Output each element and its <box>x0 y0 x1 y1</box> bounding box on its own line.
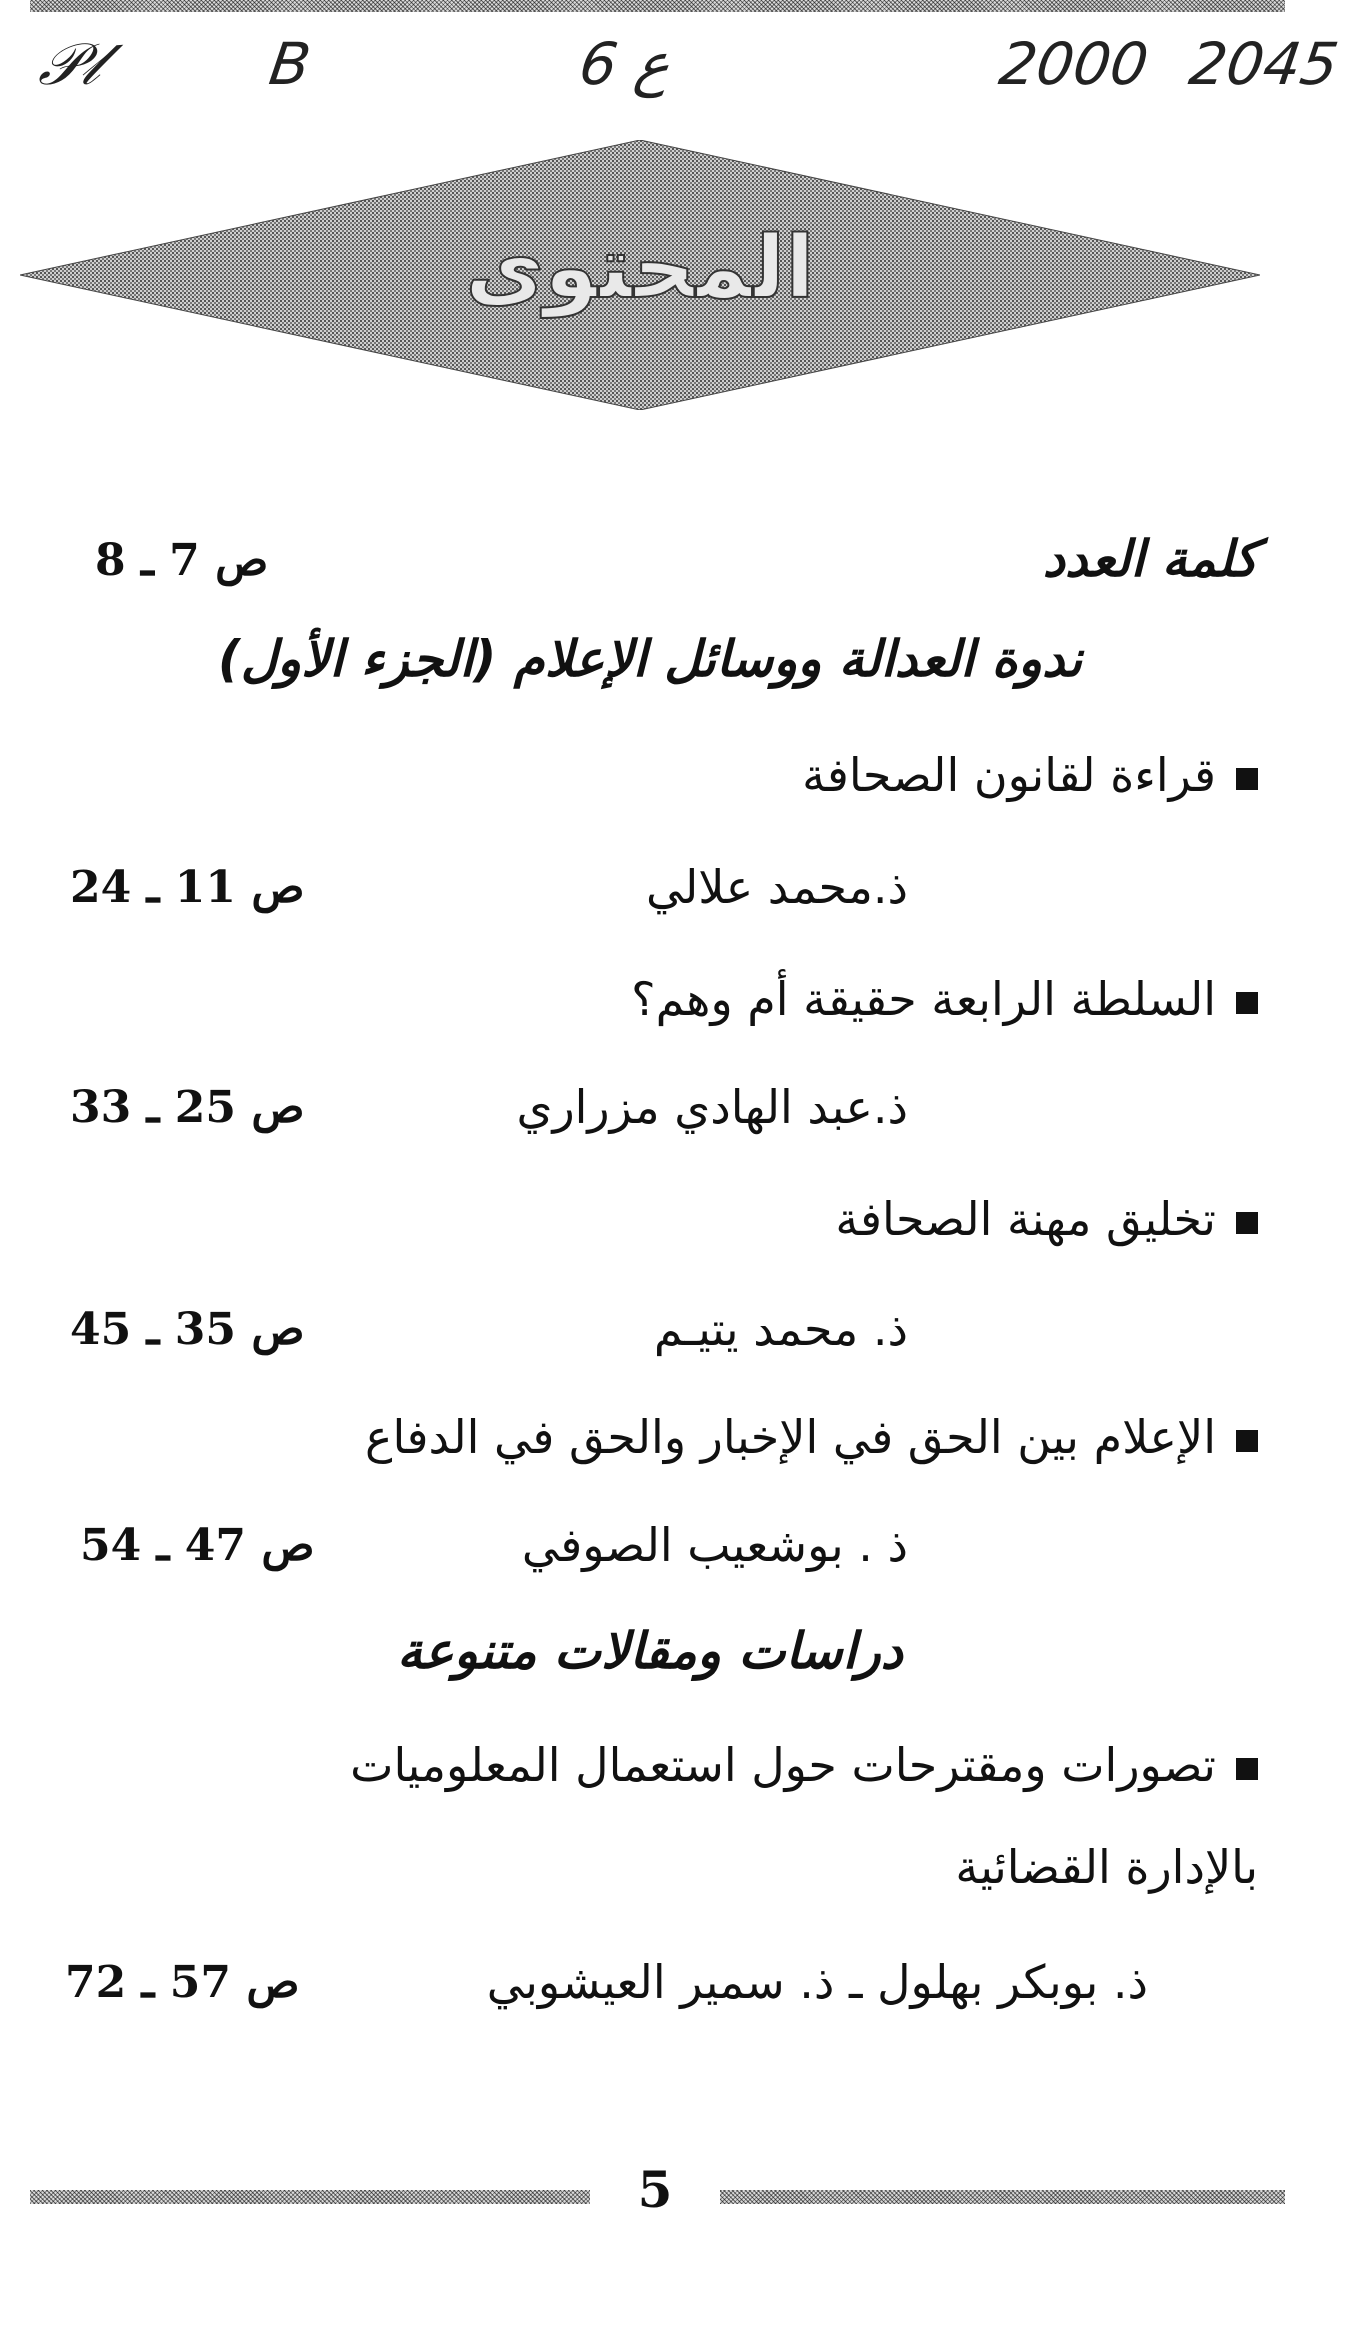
bullet-square-icon <box>1236 768 1258 790</box>
editorial-pages: ص 7 ـ 8 <box>95 535 269 586</box>
bottom-decorative-rule <box>30 2190 590 2204</box>
bottom-decorative-rule <box>720 2190 1285 2204</box>
handwritten-note: B <box>265 30 315 98</box>
page-number: 5 <box>637 2160 673 2219</box>
handwritten-note: 2000 <box>995 30 1153 98</box>
contents-banner <box>20 140 1260 410</box>
article-title: تصورات ومقترحات حول استعمال المعلوميات <box>350 1738 1258 1792</box>
article-pages: ص 57 ـ 72 <box>65 1957 300 2008</box>
bullet-square-icon <box>1236 1430 1258 1452</box>
bullet-square-icon <box>1236 1212 1258 1234</box>
handwritten-note: 2045 <box>1185 30 1343 98</box>
editorial-title: كلمة العدد <box>1042 530 1258 588</box>
article-title: الإعلام بين الحق في الإخبار والحق في الدفاع <box>365 1410 1258 1464</box>
article-pages: ص 47 ـ 54 <box>80 1520 315 1571</box>
article-author: ذ.محمد علالي <box>645 860 908 914</box>
bullet-square-icon <box>1236 992 1258 1014</box>
studies-heading: دراسات ومقالات متنوعة <box>397 1622 903 1680</box>
article-pages: ص 25 ـ 33 <box>70 1082 305 1133</box>
article-title: السلطة الرابعة حقيقة أم وهم؟ <box>631 972 1258 1026</box>
article-pages: ص 11 ـ 24 <box>70 862 305 913</box>
article-title: تخليق مهنة الصحافة <box>835 1192 1258 1246</box>
article-author: ذ . بوشعيب الصوفي <box>521 1518 908 1572</box>
article-title-continued: بالإدارة القضائية <box>955 1840 1258 1894</box>
handwritten-note: 𝒫𝓁 <box>35 30 106 98</box>
page-title: المحتوى <box>465 218 815 318</box>
symposium-heading: ندوة العدالة ووسائل الإعلام (الجزء الأول) <box>217 630 1083 688</box>
article-author: ذ. محمد يتيـم <box>653 1302 908 1356</box>
article-title: قراءة لقانون الصحافة <box>802 748 1258 802</box>
bullet-square-icon <box>1236 1758 1258 1780</box>
article-author: ذ.عبد الهادي مزراري <box>516 1080 908 1134</box>
article-pages: ص 35 ـ 45 <box>70 1304 305 1355</box>
top-decorative-rule <box>30 0 1285 12</box>
article-author: ذ. بوبكر بهلول ـ ذ. سمير العيشوبي <box>486 1955 1148 2009</box>
handwritten-note: 6 ع <box>575 30 675 98</box>
